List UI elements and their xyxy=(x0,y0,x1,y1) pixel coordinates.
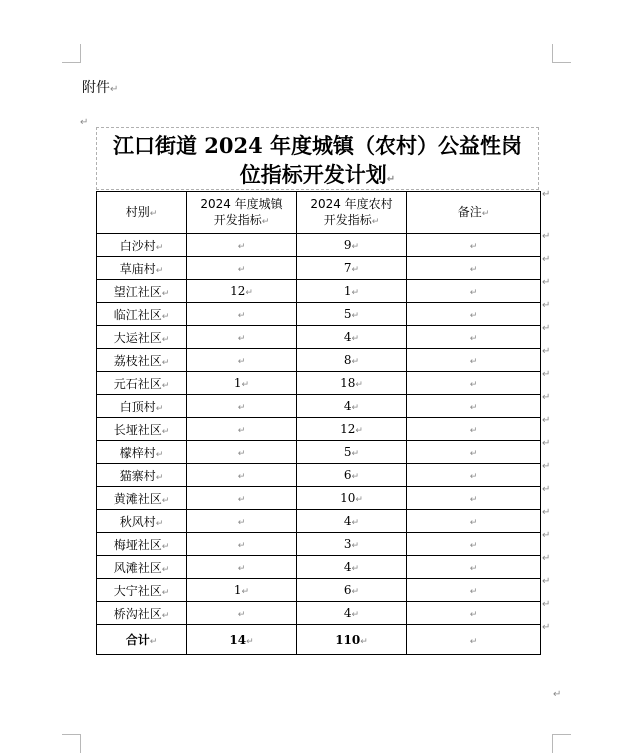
cell-remarks: ↵ xyxy=(407,395,541,418)
row-end-mark: ↵ xyxy=(542,437,551,449)
document-title xyxy=(96,127,539,190)
row-end-mark: ↵ xyxy=(542,483,551,495)
table-row xyxy=(97,257,541,280)
row-end-mark: ↵ xyxy=(542,322,551,334)
row-end-mark: ↵ xyxy=(542,529,551,541)
table-row xyxy=(97,395,541,418)
cell-remarks: ↵ xyxy=(407,579,541,602)
cell-urban-quota: ↵ xyxy=(187,533,297,556)
cell-urban-quota: ↵ xyxy=(187,418,297,441)
cell-rural-quota: 3↵ xyxy=(297,533,407,556)
cell-urban-quota: ↵ xyxy=(187,349,297,372)
cell-rural-quota: 10↵ xyxy=(297,487,407,510)
cell-remarks: ↵ xyxy=(407,464,541,487)
row-end-mark: ↵ xyxy=(542,414,551,426)
cell-village: 白沙村↵ xyxy=(97,234,187,257)
cell-rural-quota: 5↵ xyxy=(297,303,407,326)
cell-urban-quota: 1↵ xyxy=(187,372,297,395)
cell-rural-quota: 7↵ xyxy=(297,257,407,280)
cell-rural-quota: 1↵ xyxy=(297,280,407,303)
cell-urban-quota: ↵ xyxy=(187,556,297,579)
cell-village: 白顶村↵ xyxy=(97,395,187,418)
table-row xyxy=(97,487,541,510)
cell-remarks: ↵ xyxy=(407,533,541,556)
cell-rural-quota: 4↵ xyxy=(297,326,407,349)
cell-rural-quota: 18↵ xyxy=(297,372,407,395)
cell-urban-quota: 12↵ xyxy=(187,280,297,303)
total-row xyxy=(97,625,541,655)
total-urban-quota: 14↵ xyxy=(187,625,297,655)
row-end-mark: ↵ xyxy=(542,621,551,633)
cell-remarks: ↵ xyxy=(407,487,541,510)
table-row xyxy=(97,280,541,303)
cell-village: 风滩社区↵ xyxy=(97,556,187,579)
cell-remarks: ↵ xyxy=(407,326,541,349)
row-end-mark: ↵ xyxy=(542,575,551,587)
row-end-mark: ↵ xyxy=(542,345,551,357)
cell-village: 草庙村↵ xyxy=(97,257,187,280)
crop-mark-top-right xyxy=(552,44,571,63)
row-end-mark: ↵ xyxy=(542,368,551,380)
table-row xyxy=(97,303,541,326)
table-row xyxy=(97,533,541,556)
header-rural-quota: 2024 年度农村 开发指标↵ xyxy=(297,192,407,234)
header-village: 村别↵ xyxy=(97,192,187,234)
cell-village: 猫寨村↵ xyxy=(97,464,187,487)
paragraph-mark: ↵ xyxy=(80,117,89,128)
table-row xyxy=(97,372,541,395)
paragraph-mark: ↵ xyxy=(553,689,562,700)
cell-urban-quota: ↵ xyxy=(187,464,297,487)
cell-remarks: ↵ xyxy=(407,280,541,303)
cell-urban-quota: ↵ xyxy=(187,257,297,280)
cell-urban-quota: ↵ xyxy=(187,487,297,510)
cell-village: 长垭社区↵ xyxy=(97,418,187,441)
cell-remarks: ↵ xyxy=(407,418,541,441)
table-row xyxy=(97,326,541,349)
cell-rural-quota: 6↵ xyxy=(297,579,407,602)
cell-urban-quota: ↵ xyxy=(187,441,297,464)
position-plan-table xyxy=(96,191,541,655)
header-remarks: 备注↵ xyxy=(407,192,541,234)
row-end-mark: ↵ xyxy=(542,552,551,564)
cell-village: 黄滩社区↵ xyxy=(97,487,187,510)
table-row xyxy=(97,602,541,625)
cell-village: 大宁社区↵ xyxy=(97,579,187,602)
row-end-mark: ↵ xyxy=(542,506,551,518)
cell-remarks: ↵ xyxy=(407,372,541,395)
cell-village: 梅垭社区↵ xyxy=(97,533,187,556)
cell-village: 荔枝社区↵ xyxy=(97,349,187,372)
total-remarks: ↵ xyxy=(407,625,541,655)
table-row xyxy=(97,556,541,579)
row-end-mark: ↵ xyxy=(542,253,551,265)
attachment-label: 附件↵ xyxy=(82,80,119,96)
cell-village: 桥沟社区↵ xyxy=(97,602,187,625)
paragraph-mark: ↵ xyxy=(386,174,396,185)
title-line-1: 江口街道 2024 年度城镇（农村）公益性岗 xyxy=(112,133,523,158)
cell-remarks: ↵ xyxy=(407,510,541,533)
crop-mark-bottom-right xyxy=(552,734,571,753)
cell-rural-quota: 9↵ xyxy=(297,234,407,257)
blank-paragraph xyxy=(80,110,88,129)
row-end-mark: ↵ xyxy=(542,391,551,403)
cell-rural-quota: 8↵ xyxy=(297,349,407,372)
table-row xyxy=(97,234,541,257)
row-end-mark: ↵ xyxy=(542,276,551,288)
header-urban-quota: 2024 年度城镇 开发指标↵ xyxy=(187,192,297,234)
cell-remarks: ↵ xyxy=(407,556,541,579)
cell-rural-quota: 4↵ xyxy=(297,510,407,533)
row-end-mark: ↵ xyxy=(542,230,551,242)
cell-urban-quota: ↵ xyxy=(187,303,297,326)
cell-village: 大运社区↵ xyxy=(97,326,187,349)
table-row xyxy=(97,510,541,533)
crop-mark-top-left xyxy=(62,44,81,63)
table-row xyxy=(97,418,541,441)
row-end-mark: ↵ xyxy=(542,299,551,311)
row-end-mark: ↵ xyxy=(542,188,551,200)
cell-rural-quota: 4↵ xyxy=(297,395,407,418)
cell-rural-quota: 5↵ xyxy=(297,441,407,464)
total-rural-quota: 110↵ xyxy=(297,625,407,655)
total-label: 合计↵ xyxy=(97,625,187,655)
row-end-mark: ↵ xyxy=(542,460,551,472)
cell-urban-quota: ↵ xyxy=(187,234,297,257)
table-row xyxy=(97,464,541,487)
table-header-row xyxy=(97,192,541,234)
cell-remarks: ↵ xyxy=(407,602,541,625)
row-end-mark: ↵ xyxy=(542,598,551,610)
cell-village: 望江社区↵ xyxy=(97,280,187,303)
cell-urban-quota: ↵ xyxy=(187,326,297,349)
crop-mark-bottom-left xyxy=(62,734,81,753)
cell-rural-quota: 4↵ xyxy=(297,556,407,579)
cell-remarks: ↵ xyxy=(407,234,541,257)
cell-rural-quota: 12↵ xyxy=(297,418,407,441)
end-paragraph xyxy=(553,682,561,701)
cell-urban-quota: ↵ xyxy=(187,602,297,625)
cell-rural-quota: 4↵ xyxy=(297,602,407,625)
cell-village: 秋风村↵ xyxy=(97,510,187,533)
table-row xyxy=(97,349,541,372)
cell-urban-quota: ↵ xyxy=(187,510,297,533)
cell-village: 檬梓村↵ xyxy=(97,441,187,464)
cell-remarks: ↵ xyxy=(407,303,541,326)
table-row xyxy=(97,441,541,464)
cell-rural-quota: 6↵ xyxy=(297,464,407,487)
cell-urban-quota: ↵ xyxy=(187,395,297,418)
cell-remarks: ↵ xyxy=(407,257,541,280)
title-line-2: 位指标开发计划↵ xyxy=(239,162,396,187)
paragraph-mark: ↵ xyxy=(110,84,119,95)
cell-remarks: ↵ xyxy=(407,441,541,464)
cell-village: 临江社区↵ xyxy=(97,303,187,326)
cell-urban-quota: 1↵ xyxy=(187,579,297,602)
table-row xyxy=(97,579,541,602)
cell-village: 元石社区↵ xyxy=(97,372,187,395)
cell-remarks: ↵ xyxy=(407,349,541,372)
